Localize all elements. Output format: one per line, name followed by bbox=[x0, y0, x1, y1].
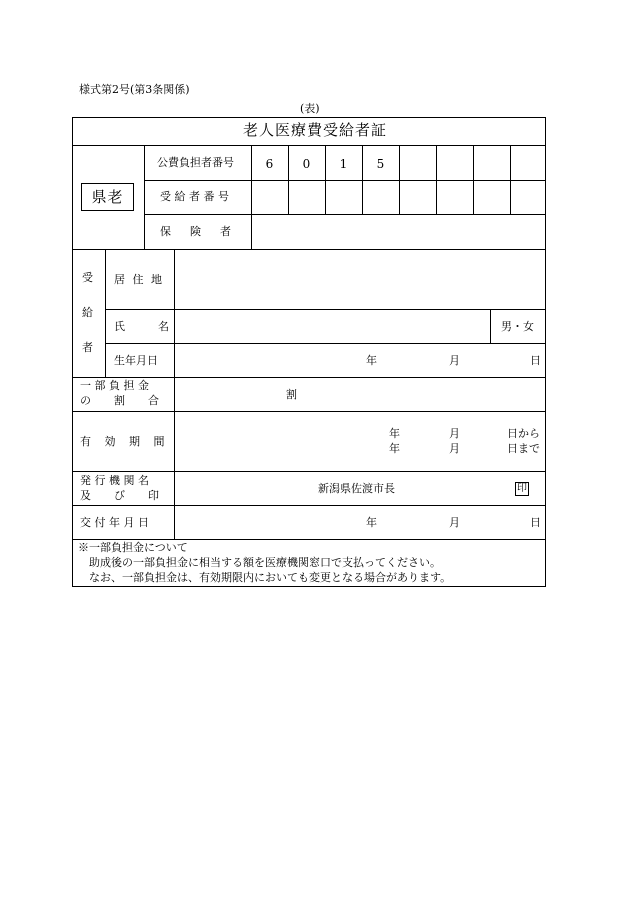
front-side-label: (表) bbox=[300, 102, 320, 115]
issuer-label-line2: 及 び 印 bbox=[80, 489, 165, 502]
payer-digit: 1 bbox=[339, 157, 348, 171]
col-divider bbox=[105, 249, 106, 377]
prefecture-elderly-mark: 県老 bbox=[81, 183, 134, 211]
digit-divider bbox=[510, 145, 511, 214]
issuer-name: 新潟県佐渡市長 bbox=[318, 482, 395, 495]
validity-to-month: 月 bbox=[449, 442, 460, 455]
row-divider bbox=[72, 411, 546, 412]
digit-divider bbox=[325, 145, 326, 214]
col-divider bbox=[174, 249, 175, 539]
row-divider bbox=[72, 505, 546, 506]
copay-unit: 割 bbox=[286, 388, 297, 401]
notes-heading: ※一部負担金について bbox=[78, 541, 188, 554]
notes-line: なお、一部負担金は、有効期限内においても変更となる場合があります。 bbox=[78, 571, 452, 584]
digit-divider bbox=[288, 145, 289, 214]
name-label-shi: 氏 bbox=[114, 320, 125, 333]
row-divider bbox=[144, 180, 546, 181]
validity-from-month: 月 bbox=[449, 427, 460, 440]
insurer-label: 保 険 者 bbox=[160, 225, 235, 238]
copay-label-line1: 一 部 負 担 金 bbox=[80, 379, 149, 392]
validity-label: 有 効 期 間 bbox=[80, 435, 170, 448]
payer-digit: 0 bbox=[302, 157, 311, 171]
name-label-mei: 名 bbox=[158, 320, 169, 333]
validity-to-year: 年 bbox=[389, 442, 400, 455]
row-divider bbox=[72, 377, 546, 378]
issue-day-unit: 日 bbox=[530, 516, 541, 529]
birth-month-unit: 月 bbox=[449, 354, 460, 367]
address-label: 居 住 地 bbox=[114, 273, 164, 286]
validity-to-day: 日まで bbox=[507, 442, 540, 455]
validity-from-year: 年 bbox=[389, 427, 400, 440]
row-divider bbox=[72, 249, 546, 250]
validity-from-day: 日から bbox=[507, 427, 540, 440]
payer-number-label: 公費負担者番号 bbox=[157, 156, 234, 169]
certificate-title: 老人医療費受給者証 bbox=[243, 121, 388, 139]
notes-line: 助成後の一部負担金に相当する額を医療機関窓口で支払ってください。 bbox=[78, 556, 441, 569]
digit-divider bbox=[436, 145, 437, 214]
issue-month-unit: 月 bbox=[449, 516, 460, 529]
digit-divider bbox=[399, 145, 400, 214]
digit-divider bbox=[362, 145, 363, 214]
birth-day-unit: 日 bbox=[530, 354, 541, 367]
payer-digit: 5 bbox=[376, 157, 385, 171]
issue-date-label: 交 付 年 月 日 bbox=[80, 516, 149, 529]
seal-box: 印 bbox=[517, 483, 527, 494]
row-divider bbox=[105, 343, 546, 344]
col-divider bbox=[144, 145, 145, 249]
sex-divider bbox=[490, 309, 491, 343]
digit-divider bbox=[473, 145, 474, 214]
form-number-header: 様式第2号(第3条関係) bbox=[79, 83, 190, 96]
row-divider bbox=[72, 471, 546, 472]
row-divider bbox=[144, 214, 546, 215]
issuer-label-line1: 発 行 機 関 名 bbox=[80, 474, 149, 487]
row-divider bbox=[72, 539, 546, 540]
recipient-label-char: 者 bbox=[82, 341, 93, 354]
birth-year-unit: 年 bbox=[366, 354, 377, 367]
recipient-number-label: 受 給 者 番 号 bbox=[160, 190, 229, 203]
sex-options: 男・女 bbox=[501, 320, 534, 333]
copay-label-line2: の 割 合 bbox=[80, 394, 165, 407]
issue-year-unit: 年 bbox=[366, 516, 377, 529]
row-divider bbox=[105, 309, 546, 310]
recipient-label-char: 受 bbox=[82, 271, 93, 284]
payer-digit: 6 bbox=[265, 157, 274, 171]
recipient-label-char: 給 bbox=[82, 306, 93, 319]
birthdate-label: 生年月日 bbox=[114, 354, 158, 367]
